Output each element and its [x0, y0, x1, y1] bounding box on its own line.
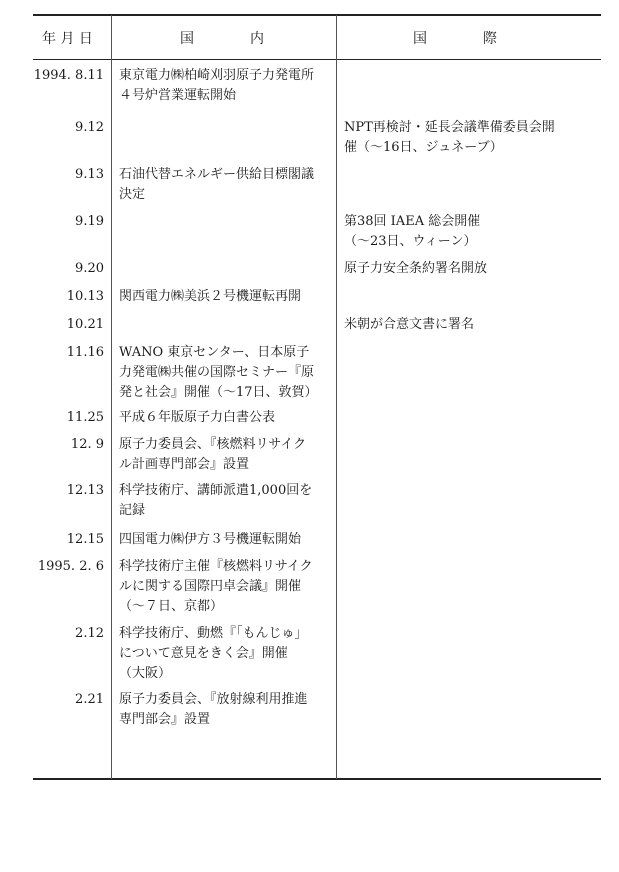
row-date: 10.13: [66, 289, 104, 304]
row-domestic-event: [119, 624, 339, 684]
event-line: 石油代替エネルギー供給目標閣議: [119, 167, 315, 182]
row-international-event: [344, 315, 602, 335]
row-international-event: [344, 259, 602, 279]
row-date: 2.12: [75, 626, 104, 641]
event-line: ル計画専門部会』設置: [119, 457, 250, 472]
header-date: 年 月 日: [42, 31, 93, 47]
event-line: 平成６年版原子力白書公表: [119, 410, 276, 425]
row-date: 9.19: [75, 214, 104, 229]
row-date: 12.15: [66, 532, 104, 547]
event-line: （大阪）: [119, 666, 172, 681]
row-date: 11.25: [66, 410, 104, 425]
event-line: 科学技術庁、講師派遣1,000回を: [119, 483, 313, 498]
event-line: について意見をきく会』開催: [119, 646, 288, 661]
row-date: 9.13: [75, 167, 104, 182]
row-domestic-event: [119, 66, 339, 106]
event-line: 催（～16日、ジュネーブ）: [344, 140, 503, 155]
row-domestic-event: [119, 557, 339, 617]
header-domestic: 国 内: [180, 31, 264, 47]
row-date: 10.21: [66, 317, 104, 332]
event-line: 原子力安全条約署名開放: [344, 261, 488, 276]
column-divider-date: [111, 15, 112, 779]
header-international: 国 際: [413, 31, 497, 47]
row-domestic-event: [119, 287, 339, 307]
row-international-event: [344, 212, 602, 252]
event-line: NPT再検討・延長会議準備委員会開: [344, 120, 555, 135]
event-line: 原子力委員会、『核燃料リサイク: [119, 437, 307, 452]
row-domestic-event: [119, 530, 339, 550]
event-line: 専門部会』設置: [119, 712, 211, 727]
event-line: ４号炉営業運転開始: [119, 88, 237, 103]
table-top-rule: [33, 14, 601, 16]
table-bottom-rule: [33, 778, 601, 780]
event-line: 決定: [119, 187, 146, 202]
row-date: 2.21: [75, 692, 104, 707]
event-line: WANO 東京センター、日本原子: [119, 345, 310, 360]
event-line: （～23日、ウィーン）: [344, 234, 477, 249]
row-domestic-event: [119, 690, 339, 730]
row-date: 12. 9: [70, 437, 104, 452]
event-line: 東京電力㈱柏崎刈羽原子力発電所: [119, 68, 315, 83]
row-date: 11.16: [66, 345, 104, 360]
header-bottom-rule: [33, 59, 601, 60]
event-line: 第38回 IAEA 総会開催: [344, 214, 481, 229]
event-line: 四国電力㈱伊方３号機運転開始: [119, 532, 302, 547]
event-line: 科学技術庁、動燃『「もんじゅ」: [119, 626, 308, 641]
event-line: 科学技術庁主催『核燃料リサイク: [119, 559, 313, 574]
event-line: 発と社会』開催（～17日、敦賀）: [119, 385, 318, 400]
event-line: 原子力委員会、『放射線利用推進: [119, 692, 308, 707]
event-line: 力発電㈱共催の国際セミナー『原: [119, 365, 315, 380]
row-international-event: [344, 118, 602, 158]
row-date: 1995. 2. 6: [37, 559, 104, 574]
row-domestic-event: [119, 165, 339, 205]
event-line: 関西電力㈱美浜２号機運転再開: [119, 289, 302, 304]
row-domestic-event: [119, 408, 339, 428]
row-domestic-event: [119, 435, 339, 475]
row-date: 12.13: [66, 483, 104, 498]
event-line: 米朝が合意文書に署名: [344, 317, 475, 332]
row-domestic-event: [119, 343, 339, 403]
row-date: 1994. 8.11: [33, 68, 104, 83]
row-domestic-event: [119, 481, 339, 521]
event-line: （～７日、京都）: [119, 599, 224, 614]
row-date: 9.12: [75, 120, 104, 135]
event-line: ルに関する国際円卓会議』開催: [119, 579, 302, 594]
row-date: 9.20: [75, 261, 104, 276]
event-line: 記録: [119, 503, 146, 518]
